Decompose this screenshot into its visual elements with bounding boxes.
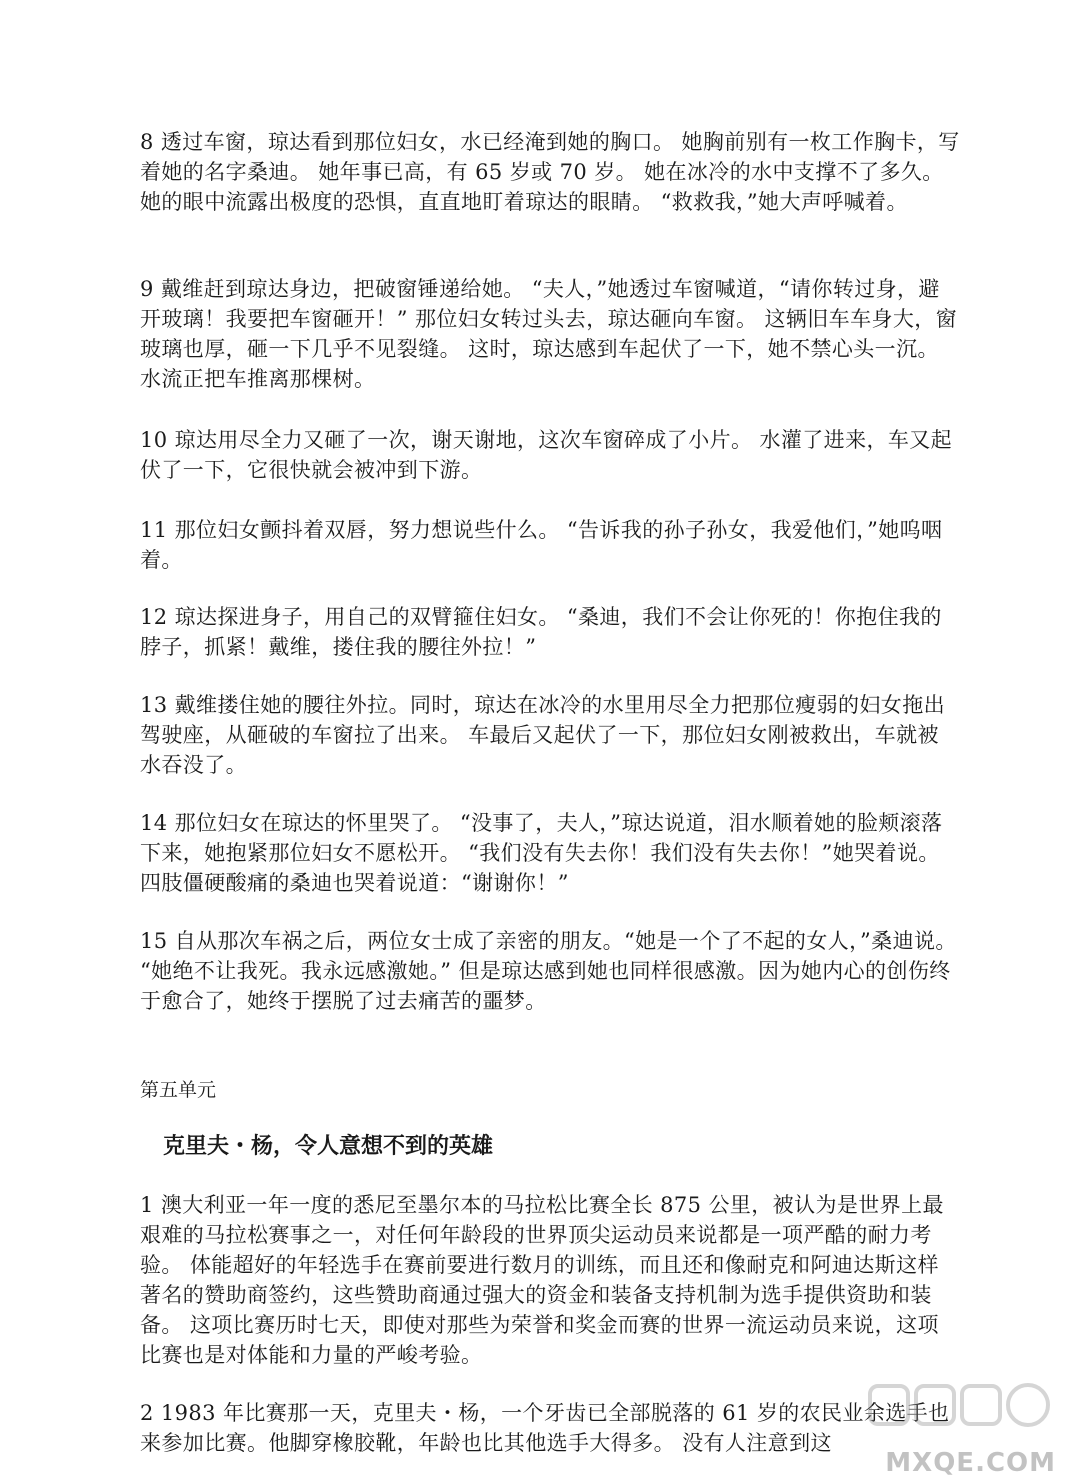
paragraph-8: 8 透过车窗，琼达看到那位妇女，水已经淹到她的胸口。 她胸前别有一枚工作胸卡，写着她的名字桑迪。 她年事已高，有 65 岁或 70 岁。 她在冰冷的水中支撑不了多久。 她的眼中流露出极度的恐惧，直直地盯着琼达的眼睛。 “救救我，”她大声呼喊着。 [140,130,960,214]
paragraph-11: 11 那位妇女颤抖着双唇，努力想说些什么。 “告诉我的孙子孙女，我爱他们，”她呜咽着。 [140,518,943,572]
paragraph-12: 12 琼达探进身子，用自己的双臂箍住妇女。 “桑迪，我们不会让你死的！你抱住我的脖子，抓紧！戴维，搂住我的腰往外拉！” [140,605,942,659]
unit-label: 第五单元 [140,1079,217,1101]
section-title: 克里夫・杨，令人意想不到的英雄 [163,1133,494,1159]
paragraph-9: 9 戴维赶到琼达身边，把破窗锤递给她。 “夫人，”她透过车窗喊道，“请你转过身，避开玻璃！我要把车窗砸开！” 那位妇女转过头去，琼达砸向车窗。 这辆旧车车身大，窗玻璃也厚，砸一下几乎不见裂缝。 这时，琼达感到车起伏了一下，她不禁心头一沉。 水流正把车推离那棵树。 [140,277,958,391]
paragraph-unit5-2: 2 1983 年比赛那一天，克里夫・杨，一个牙齿已全部脱落的 61 岁的农民业余选手也来参加比赛。他脚穿橡胶靴，年龄也比其他选手大得多。 没有人注意到这 [140,1401,950,1455]
paragraph-14: 14 那位妇女在琼达的怀里哭了。 “没事了，夫人，”琼达说道，泪水顺着她的脸颊滚落下来，她抱紧那位妇女不愿松开。 “我们没有失去你！我们没有失去你！”她哭着说。 四肢僵硬酸痛的桑迪也哭着说道：“谢谢你！” [140,811,943,895]
paragraph-unit5-1: 1 澳大利亚一年一度的悉尼至墨尔本的马拉松比赛全长 875 公里，被认为是世界上最艰难的马拉松赛事之一，对任何年龄段的世界顶尖运动员来说都是一项严酷的耐力考验。 体能超好的年轻选手在赛前要进行数月的训练，而且还和像耐克和阿迪达斯这样著名的赞助商签约，这些赞助商通过强大的资金和装备支持机制为选手提供资助和装备。 这项比赛历时七天，即使对那些为荣誉和奖金而赛的世界一流运动员来说，这项比赛也是对体能和力量的严峻考验。 [140,1193,944,1367]
watermark-text: MXQE.COM [885,1448,1056,1478]
paragraph-10: 10 琼达用尽全力又砸了一次，谢天谢地，这次车窗碎成了小片。 水灌了进来，车又起伏了一下，它很快就会被冲到下游。 [140,428,953,482]
paragraph-15: 15 自从那次车祸之后，两位女士成了亲密的朋友。“她是一个了不起的女人，”桑迪说。 “她绝不让我死。我永远感激她。” 但是琼达感到她也同样很感激。因为她内心的创伤终于愈合了，她终于摆脱了过去痛苦的噩梦。 [140,929,957,1013]
paragraph-13: 13 戴维搂住她的腰往外拉。同时，琼达在冰冷的水里用尽全力把那位瘦弱的妇女拖出驾驶座，从砸破的车窗拉了出来。 车最后又起伏了一下，那位妇女刚被救出，车就被水吞没了。 [140,693,945,777]
